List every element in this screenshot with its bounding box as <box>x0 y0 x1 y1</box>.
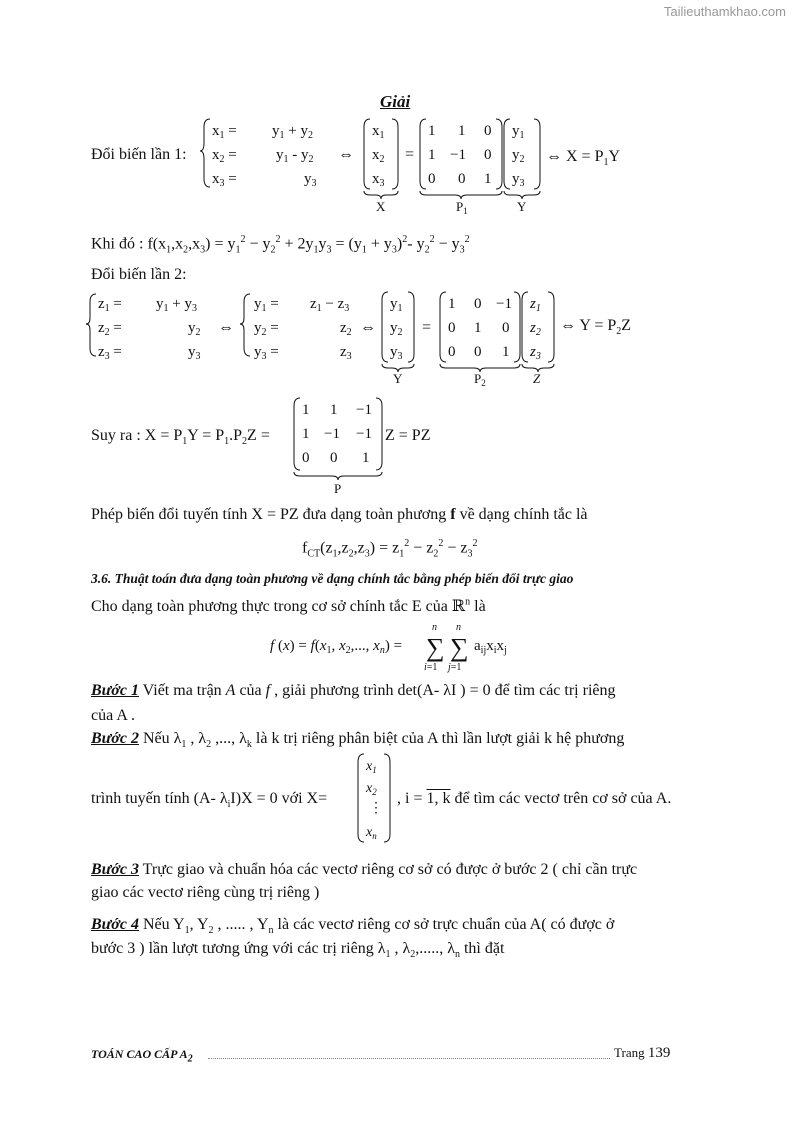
svg-text:y3: $y_3$ <box>512 171 525 189</box>
svg-text:⇔: ⇔ <box>338 146 354 163</box>
svg-text:z3: $z_3$ <box>530 344 541 362</box>
svg-text:x3: $x_3$ <box>372 171 385 189</box>
svg-text:−1: −1 <box>356 426 372 442</box>
step3-label: Bước 3 <box>91 861 139 878</box>
svg-text:∑: ∑ <box>426 633 445 662</box>
svg-text:y1 + y3: $y_1 + y_3$ <box>156 296 197 314</box>
svg-text:z2: $z_2$ <box>530 320 541 338</box>
svg-text:i=1: i=1 <box>424 662 438 673</box>
svg-text:0: 0 <box>302 450 310 466</box>
step1-label: Bước 1 <box>91 682 139 699</box>
svg-text:1: 1 <box>428 147 436 163</box>
svg-text:y1 =: $y_1$ = <box>254 296 279 314</box>
svg-text:0: 0 <box>458 171 466 187</box>
svg-text:n: n <box>432 622 437 633</box>
svg-text:0: 0 <box>448 320 456 336</box>
svg-text:1: 1 <box>474 320 482 336</box>
step1-line2: của A . <box>91 707 135 724</box>
svg-text:z3: $z_3$ <box>340 344 352 362</box>
svg-text:y1 - y2: $y_1 - y_2$ <box>276 147 314 165</box>
step2-x-vector <box>356 752 396 847</box>
svg-text:1: 1 <box>362 450 370 466</box>
svg-text:=: = <box>405 146 415 163</box>
svg-text:1: 1 <box>458 123 466 139</box>
suy-ra-suffix: Z = PZ <box>385 427 431 444</box>
solution-title: Giải <box>380 92 411 111</box>
svg-text:x1: $x_1$ <box>372 123 385 141</box>
svg-text:z1 − z3: $z_1 - z_3$ <box>310 296 350 314</box>
svg-text:y2: $y_2$ <box>512 147 525 165</box>
svg-text:1: 1 <box>484 171 492 187</box>
suy-ra-matrix <box>292 396 392 496</box>
svg-text:xn: $x_n$ <box>366 825 377 841</box>
svg-text:x2: $x_2$ <box>366 781 377 797</box>
step3-line2: giao các vectơ riêng cùng trị riêng ) <box>91 884 320 901</box>
svg-text:x1 =: $x_1$ = <box>212 123 237 141</box>
svg-text:−1: −1 <box>356 402 372 418</box>
svg-text:0: 0 <box>502 320 510 336</box>
svg-text:P2: $P_2$ <box>474 371 486 388</box>
svg-text:−1: −1 <box>450 147 466 163</box>
quadratic-formula <box>270 622 550 672</box>
svg-text:x2 =: $x_2$ = <box>212 147 237 165</box>
svg-text:y2 =: $y_2$ = <box>254 320 279 338</box>
footer-title: TOÁN CAO CẤP $A_2$ <box>91 1047 193 1065</box>
svg-text:Y: Y <box>517 199 527 214</box>
svg-text:(x) = f(x1, x2,..., xn) =: $(x) = f(x_1$, $x_2$,..., $x_n$) = <box>278 638 403 656</box>
svg-text:Z: Z <box>533 371 541 386</box>
svg-text:y3: $y_3$ <box>390 344 403 362</box>
svg-text:∑: ∑ <box>450 633 469 662</box>
change1-result: ⇔ $X = P_1Y$ <box>546 148 621 169</box>
watermark: Tailieuthamkhao.com <box>663 4 786 19</box>
svg-text:1: 1 <box>330 402 338 418</box>
svg-text:−1: −1 <box>324 426 340 442</box>
svg-text:1: 1 <box>428 123 436 139</box>
step4-line1: Bước 4 Nếu $Y_1$, $Y_2$ , ..... , $Y_n$ là các vectơ riêng cơ sở trực chuẩn của A( có được ở <box>91 916 615 937</box>
svg-text:X: X <box>376 199 386 214</box>
svg-text:=: = <box>422 319 432 336</box>
canonical-form: $f_{CT}(z_1,z_2,z_3) = z_1^2 - z_2^2 - z_3^2$ <box>302 538 478 560</box>
svg-text:0: 0 <box>330 450 338 466</box>
svg-text:f: f <box>270 638 275 654</box>
section-heading: 3.6. Thuật toán đưa dạng toàn phương về dạng chính tắc bằng phép biến đổi trực giao <box>91 571 574 586</box>
intro-text: Cho dạng toàn phương thực trong cơ sở chính tắc E của ℝ$^n$ là <box>91 596 486 615</box>
svg-text:z3 =: $z_3$ = <box>98 344 122 362</box>
svg-text:⋮: ⋮ <box>369 801 383 816</box>
svg-text:z1 =: $z_1$ = <box>98 296 122 314</box>
svg-text:1: 1 <box>448 296 456 312</box>
svg-text:P: P <box>334 481 342 496</box>
svg-text:0: 0 <box>474 344 482 360</box>
svg-text:1: 1 <box>302 426 310 442</box>
step3-line1: Bước 3 Trực giao và chuẩn hóa các vectơ riêng cơ sở có được ở bước 2 ( chỉ cần trực <box>91 861 638 878</box>
change2-label: Đổi biến lần 2: <box>91 266 187 283</box>
svg-text:P1: $P_1$ <box>456 199 468 216</box>
footer-dotted-line <box>208 1058 610 1059</box>
step2-label: Bước 2 <box>91 730 139 747</box>
change2-result: ⇔ $Y = P_2Z$ <box>560 317 632 338</box>
suy-ra-prefix: Suy ra : $X = P_1Y = P_1.P_2Z$ = <box>91 427 270 448</box>
svg-text:−1: −1 <box>496 296 512 312</box>
svg-text:x3 =: $x_3$ = <box>212 171 237 189</box>
svg-text:j=1: j=1 <box>448 662 462 673</box>
svg-text:y3: $y_3$ <box>188 344 201 362</box>
transform-text: Phép biến đổi tuyến tính X = PZ đưa dạng toàn phương f về dạng chính tắc là <box>91 506 588 523</box>
svg-text:0: 0 <box>474 296 482 312</box>
svg-text:x2: $x_2$ <box>372 147 385 165</box>
svg-text:z1: $z_1$ <box>530 296 541 314</box>
svg-text:1: 1 <box>302 402 310 418</box>
svg-text:y1: $y_1$ <box>512 123 525 141</box>
svg-text:0: 0 <box>428 171 436 187</box>
step2-line1: Bước 2 Nếu $\lambda_1$ , $\lambda_2$ ,..., $\lambda_k$ là k trị riêng phân biệt của A thì lần lượt giải k hệ phương <box>91 730 625 751</box>
khi-do-line: Khi đó : $f(x_1,x_2,x_3) = y_1^2 - y_2^2 + 2y_1y_3 = (y_1 + y_3)^2-$ $y_2^2 - y_3^2$ <box>91 234 470 256</box>
svg-text:Y: Y <box>393 371 403 386</box>
svg-text:y3 =: $y_3$ = <box>254 344 279 362</box>
step2-line3: , i = 1, k để tìm các vectơ trên cơ sở của A. <box>397 790 672 807</box>
svg-text:⇔: ⇔ <box>218 319 234 336</box>
svg-text:z2 =: $z_2$ = <box>98 320 122 338</box>
svg-text:y3: $y_3$ <box>304 171 317 189</box>
svg-text:0: 0 <box>448 344 456 360</box>
svg-text:1: 1 <box>502 344 510 360</box>
svg-text:y1: $y_1$ <box>390 296 403 314</box>
footer-page: Trang 139 <box>614 1045 671 1061</box>
svg-text:x1: $x_1$ <box>366 759 377 775</box>
svg-text:0: 0 <box>484 123 492 139</box>
step1-line1: Bước 1 Viết ma trận A của f , giải phương trình det(A- λI ) = 0 để tìm các trị riêng <box>91 682 616 699</box>
svg-text:aijxixj: $a_{ij}x_ix_j$ <box>474 638 507 656</box>
step4-line2: bước 3 ) lần lượt tương ứng với các trị riêng $\lambda_1$ , $\lambda_2$,....., $\lambda_n$ thì đặt <box>91 940 505 961</box>
svg-text:y2: $y_2$ <box>188 320 201 338</box>
step2-line2: trình tuyến tính (A- $\lambda_iI)X = 0$ với X= <box>91 790 328 811</box>
svg-text:y1 + y2: $y_1 + y_2$ <box>272 123 313 141</box>
svg-text:0: 0 <box>484 147 492 163</box>
svg-text:z2: $z_2$ <box>340 320 352 338</box>
svg-text:⇔: ⇔ <box>360 319 376 336</box>
step4-label: Bước 4 <box>91 916 139 933</box>
svg-text:y2: $y_2$ <box>390 320 403 338</box>
svg-text:n: n <box>456 622 461 633</box>
change1-label: Đổi biến lần 1: <box>91 146 187 163</box>
